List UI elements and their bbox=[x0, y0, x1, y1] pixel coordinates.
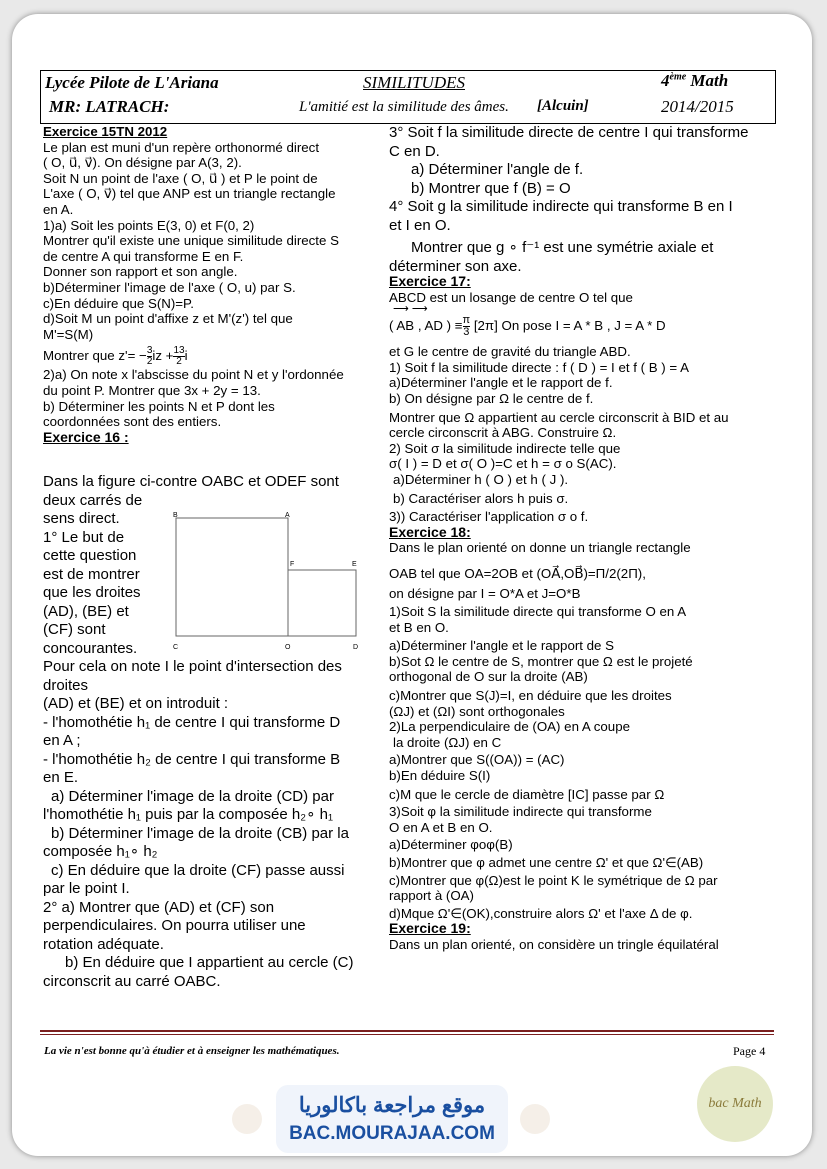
text-line: b) En déduire que I appartient au cercle (C) bbox=[65, 954, 354, 971]
text-line: 1) Soit f la similitude directe : f ( D ) = I et f ( B ) = A bbox=[389, 359, 690, 375]
text-line: 1° Le but de bbox=[43, 528, 125, 546]
text-line: cette question bbox=[43, 547, 137, 564]
text-line: b) Montrer que f (B) = O bbox=[411, 179, 571, 197]
exercise-19-title: Exercice 19: bbox=[389, 920, 471, 937]
text-line: en A. bbox=[43, 201, 74, 217]
text-line: M'=S(M) bbox=[43, 326, 94, 342]
text-line: rotation adéquate. bbox=[43, 935, 164, 953]
exercise-18-title: Exercice 18: bbox=[389, 523, 471, 540]
text-line: composée h₁∘ h₂ bbox=[43, 843, 158, 860]
text-line: 2)La perpendiculaire de (OA) en A coupe bbox=[389, 719, 630, 735]
text-line: b)Déterminer l'image de l'axe ( O, u) par S. bbox=[43, 279, 296, 295]
text-line: b) Déterminer l'image de la droite (CB) par la bbox=[51, 824, 349, 842]
book-logo-icon bbox=[520, 1104, 550, 1134]
text-line: circonscrit au carré OABC. bbox=[43, 972, 221, 990]
text-line: déterminer son axe. bbox=[389, 257, 522, 275]
text-line: c)En déduire que S(N)=P. bbox=[43, 295, 194, 311]
text-line: et G le centre de gravité du triangle ABD. bbox=[389, 344, 631, 360]
text-line: L'axe ( O, v⃗) tel que ANP est un triangle rectangle bbox=[43, 186, 336, 202]
left-column bbox=[43, 124, 365, 445]
text-line: 4° Soit g la similitude indirecte qui transforme B en I bbox=[389, 198, 733, 215]
text-line: - l'homothétie h₁ de centre I qui transforme D bbox=[43, 713, 341, 731]
text-line: 2° a) Montrer que (AD) et (CF) son bbox=[43, 898, 275, 916]
level: 4ème Math bbox=[661, 71, 729, 90]
label-o: O bbox=[285, 644, 291, 651]
angle-line: ⟶ ⟶ ( AB , AD ) ≡ $\frac{\pi}{3}$ [2π] On pose I = A * B , J = A * D bbox=[389, 303, 666, 339]
formula-line: Montrer que z'= − $\frac{3}{2}$ iz + $\frac{13}{2}$ i bbox=[43, 345, 188, 368]
text-line: c)M que le cercle de diamètre [IC] passe par Ω bbox=[389, 786, 665, 802]
site-banner[interactable] bbox=[276, 1085, 508, 1153]
text-line: cercle circonscrit à ABG. Construire Ω. bbox=[389, 425, 617, 441]
text-line: en A ; bbox=[43, 732, 81, 749]
text-line: deux carrés de bbox=[43, 491, 143, 509]
banner-site: BAC.MOURAJAA.COM bbox=[289, 1123, 495, 1144]
text-line: b)Sot Ω le centre de S, montrer que Ω est le projeté bbox=[389, 653, 693, 669]
text-line: 2)a) On note x l'abscisse du point N et y l'ordonnée bbox=[43, 367, 344, 383]
text-line: Donner son rapport et son angle. bbox=[43, 264, 238, 280]
label-f: F bbox=[290, 561, 295, 568]
exercise-17-title: Exercice 17: bbox=[389, 273, 471, 289]
exercise-15-title: Exercice 15TN 2012 bbox=[43, 124, 168, 139]
page-title: SIMILITUDES bbox=[363, 73, 465, 92]
text-line: ABCD est un losange de centre O tel que bbox=[389, 289, 633, 305]
text-line: sens direct. bbox=[43, 510, 120, 527]
text-line: b)En déduire S(I) bbox=[389, 768, 491, 784]
label-b: B bbox=[173, 512, 178, 519]
text-line: 1)a) Soit les points E(3, 0) et F(0, 2) bbox=[43, 217, 255, 233]
exercise-16-title: Exercice 16 : bbox=[43, 428, 129, 445]
text-line: a)Déterminer φoφ(B) bbox=[389, 837, 513, 853]
text-line: O en A et B en O. bbox=[389, 819, 493, 835]
text-line: Dans un plan orienté, on considère un tringle équilatéral bbox=[389, 936, 719, 952]
school-name: Lycée Pilote de L'Ariana bbox=[45, 73, 219, 92]
text-line: la droite (ΩJ) en C bbox=[393, 734, 502, 750]
text-line: a) Déterminer l'image de la droite (CD) par bbox=[51, 787, 334, 805]
right-column bbox=[389, 274, 777, 953]
footer-rule-thin bbox=[40, 1034, 774, 1035]
text-line: - l'homothétie h₂ de centre I qui transforme B bbox=[43, 750, 341, 768]
banner-arabic: موقع مراجعة باكالوريا bbox=[298, 1094, 486, 1117]
text-line: on désigne par I = O*A et J=O*B bbox=[389, 585, 581, 601]
text-line: b) On désigne par Ω le centre de f. bbox=[389, 390, 594, 406]
text-line: a)Déterminer h ( O ) et h ( J ). bbox=[393, 471, 569, 487]
text-line: rapport à (OA) bbox=[389, 888, 474, 904]
footer-rule bbox=[40, 1030, 774, 1032]
text-line: (CF) sont bbox=[43, 621, 106, 638]
right-column-top bbox=[389, 124, 774, 276]
text-line: a)Montrer que S((OA)) = (AC) bbox=[389, 752, 565, 768]
book-logo-icon bbox=[232, 1104, 262, 1134]
text-line: du point P. Montrer que 3x + 2y = 13. bbox=[43, 382, 261, 398]
text-line: que les droites bbox=[43, 584, 141, 601]
header-box bbox=[40, 70, 776, 124]
text-line: C en D. bbox=[389, 142, 440, 160]
square-oabc bbox=[176, 518, 288, 636]
text-line: 2) Soit σ la similitude indirecte telle que bbox=[389, 440, 621, 456]
text-line: σ( I ) = D et σ( O )=C et h = σ o S(AC). bbox=[389, 456, 617, 472]
text-line: a)Déterminer l'angle et le rapport de S bbox=[389, 638, 615, 654]
text-line: 1)Soit S la similitude directe qui transforme O en A bbox=[389, 604, 687, 620]
text-line: et B en O. bbox=[389, 619, 449, 635]
label-a: A bbox=[285, 512, 290, 519]
text-line: d)Mque Ω'∈(OK),construire alors Ω' et l'axe Δ de φ. bbox=[389, 905, 693, 921]
text-line: c)Montrer que S(J)=I, en déduire que les droites bbox=[389, 688, 672, 704]
text-line: Montrer que g ∘ f⁻¹ est une symétrie axiale et bbox=[411, 239, 714, 256]
text-line: ( O, u⃗, v⃗). On désigne par A(3, 2). bbox=[43, 155, 242, 171]
text-line: b) Caractériser alors h puis σ. bbox=[393, 490, 569, 506]
text-line: par le point I. bbox=[43, 880, 130, 897]
vector-arrows: ⟶ ⟶ bbox=[393, 303, 428, 316]
text-line: 3)Soit φ la similitude indirecte qui transforme bbox=[389, 804, 652, 820]
page-number: Page 4 bbox=[733, 1044, 766, 1058]
text-line: a)Déterminer l'angle et le rapport de f. bbox=[389, 375, 613, 391]
text-line: c) En déduire que la droite (CF) passe aussi bbox=[51, 861, 345, 879]
text-line: b) Déterminer les points N et P dont les bbox=[43, 398, 275, 414]
text-line: Le plan est muni d'un repère orthonormé direct bbox=[43, 139, 320, 155]
text-line: (ΩJ) et (ΩI) sont orthogonales bbox=[389, 703, 565, 719]
text-line: 3)) Caractériser l'application σ o f. bbox=[389, 509, 589, 525]
text-line: Soit N un point de l'axe ( O, u⃗ ) et P le point de bbox=[43, 170, 318, 186]
text-line: de centre A qui transforme E en F. bbox=[43, 248, 244, 264]
square-odef bbox=[288, 570, 356, 636]
text-line: concourantes. bbox=[43, 639, 138, 657]
text-line: a) Déterminer l'angle de f. bbox=[411, 161, 584, 178]
text-line: orthogonal de O sur la droite (AB) bbox=[389, 669, 588, 685]
label-e: E bbox=[352, 561, 357, 568]
text-line: est de montrer bbox=[43, 565, 140, 583]
text-line: en E. bbox=[43, 769, 79, 786]
bac-math-logo: bac Math bbox=[697, 1066, 773, 1142]
text-line: Dans la figure ci-contre OABC et ODEF sont bbox=[43, 473, 339, 490]
text-line: b)Montrer que φ admet une centre Ω' et que Ω'∈(AB) bbox=[389, 855, 704, 870]
text-line: (AD), (BE) et bbox=[43, 602, 129, 620]
text-line: et I en O. bbox=[389, 216, 451, 234]
text-line: OAB tel que OA=2OB et (OA⃗,OB⃗)=Π/2(2Π), bbox=[389, 565, 646, 581]
squares-figure bbox=[168, 508, 368, 656]
text-line: Montrer que Ω appartient au cercle circonscrit à BID et au bbox=[389, 409, 729, 425]
text-line: l'homothétie h₁ puis par la composée h₂∘ h₁ bbox=[43, 806, 334, 823]
school-year: 2014/2015 bbox=[661, 97, 734, 116]
quote: L'amitié est la similitude des âmes. bbox=[299, 99, 509, 115]
text-line: (AD) et (BE) et on introduit : bbox=[43, 695, 229, 712]
footer-motto: La vie n'est bonne qu'à étudier et à enseigner les mathématiques. bbox=[44, 1045, 340, 1057]
text-line: c)Montrer que φ(Ω)est le point K le symétrique de Ω par bbox=[389, 872, 718, 888]
label-c: C bbox=[173, 644, 179, 651]
text-line: droites bbox=[43, 676, 89, 694]
text-line: 3° Soit f la similitude directe de centre I qui transforme bbox=[389, 124, 749, 141]
text-line: coordonnées sont des entiers. bbox=[43, 414, 222, 430]
text-line: perpendiculaires. On pourra utiliser une bbox=[43, 917, 306, 934]
text-line: d)Soit M un point d'affixe z et M'(z') tel que bbox=[43, 311, 293, 327]
label-d: D bbox=[353, 644, 359, 651]
text-line: Montrer qu'il existe une unique similitude directe S bbox=[43, 233, 339, 249]
text-line: Pour cela on note I le point d'intersection des bbox=[43, 658, 342, 675]
quote-author: [Alcuin] bbox=[537, 98, 589, 114]
text-line: Dans le plan orienté on donne un triangle rectangle bbox=[389, 540, 691, 556]
teacher-name: MR: LATRACH: bbox=[49, 97, 170, 116]
